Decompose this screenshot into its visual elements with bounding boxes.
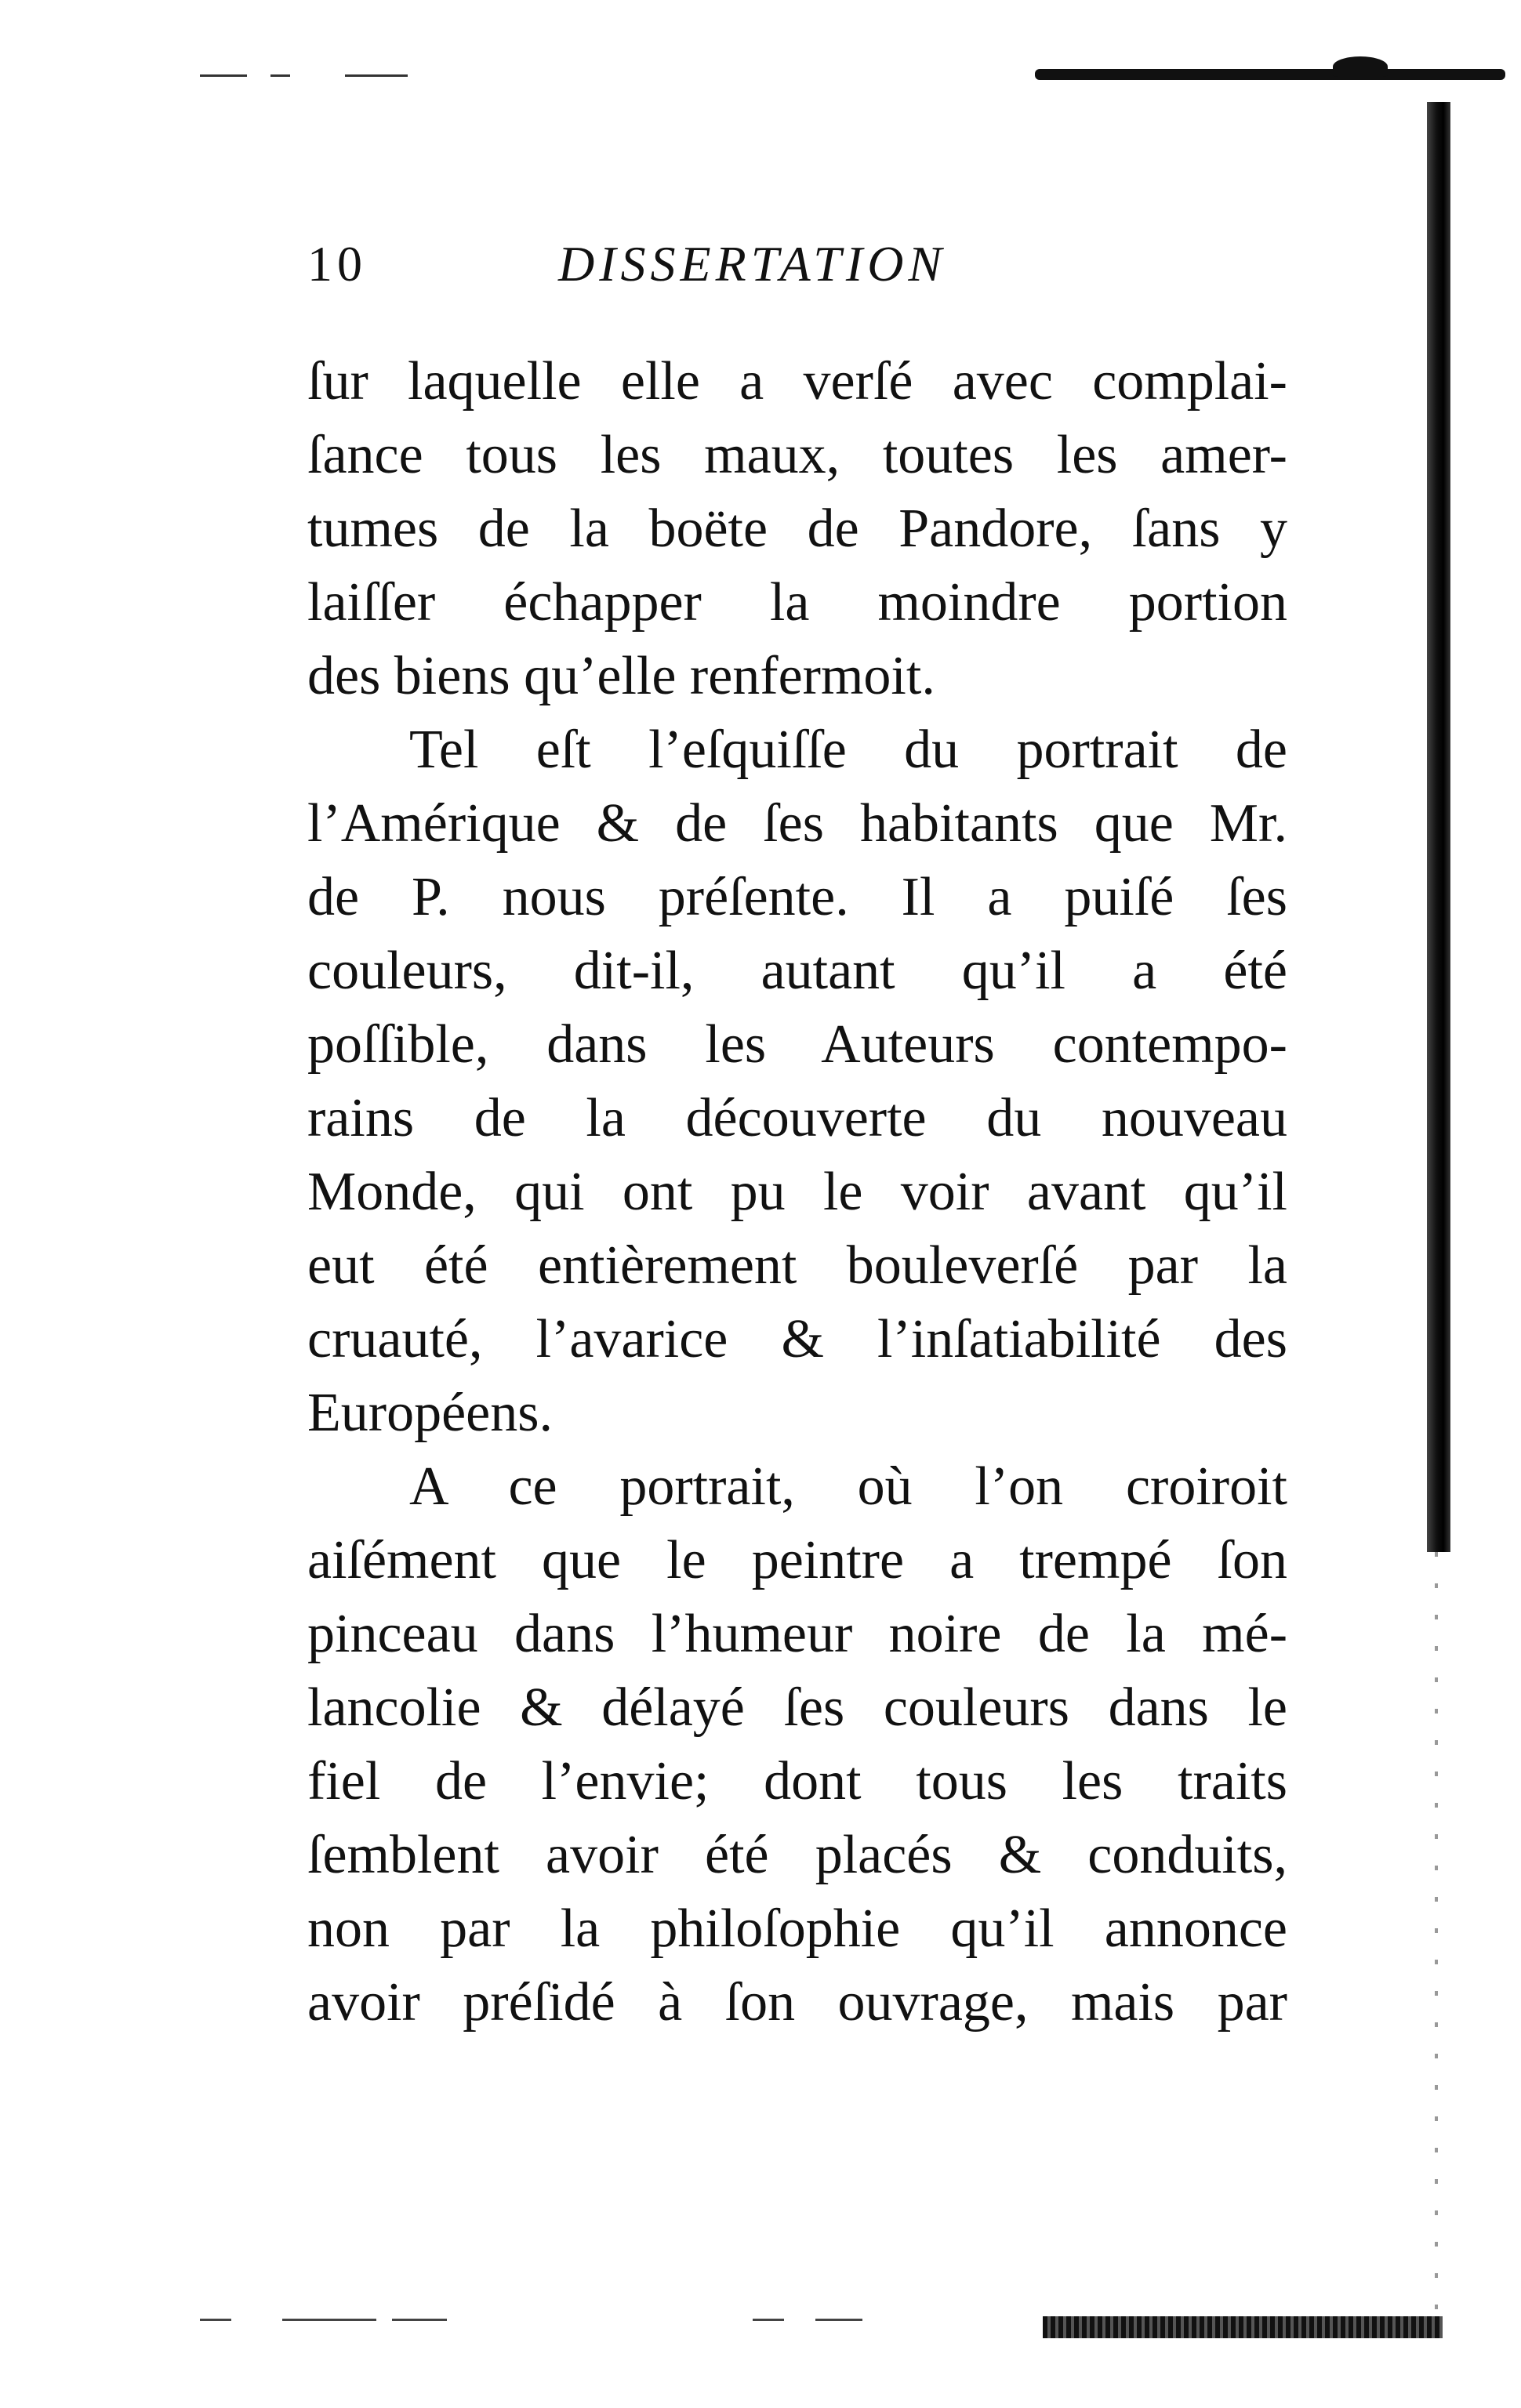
scan-mark — [200, 2319, 231, 2321]
running-header — [307, 235, 1280, 298]
scan-mark — [282, 2319, 376, 2321]
scan-mark — [270, 74, 290, 77]
text-line: ſance tous les maux, toutes les amer- — [307, 425, 1287, 485]
scan-edge-top — [1035, 69, 1505, 80]
text-line: tumes de la boëte de Pandore, ſans y — [307, 499, 1287, 559]
scan-mark — [815, 2319, 862, 2321]
scan-edge-bottom — [1043, 2316, 1443, 2338]
text-line: lancolie & délayé ſes couleurs dans le — [307, 1677, 1287, 1738]
text-line: fiel de l’envie; dont tous les traits — [307, 1751, 1287, 1811]
text-line: l’Amérique & de ſes habitants que Mr. — [307, 793, 1287, 854]
text-line: de P. nous préſente. Il a puiſé ſes — [307, 867, 1287, 927]
text-line: Tel eſt l’eſquiſſe du portrait de — [409, 720, 1287, 780]
text-line: avoir préſidé à ſon ouvrage, mais par — [307, 1972, 1287, 2033]
text-line: non par la philoſophie qu’il annonce — [307, 1898, 1287, 1959]
paragraph — [307, 345, 1287, 713]
text-line: pinceau dans l’humeur noire de la mé- — [307, 1604, 1287, 1664]
text-line: Européens. — [307, 1383, 553, 1443]
text-line: Monde, qui ont pu le voir avant qu’il — [307, 1162, 1287, 1222]
text-line: A ce portrait, où l’on croiroit — [409, 1456, 1287, 1517]
scan-edge-right — [1435, 1552, 1438, 2336]
running-title: DISSERTATION — [558, 236, 947, 292]
body-text — [307, 345, 1287, 2040]
text-line: couleurs, dit-il, autant qu’il a été — [307, 941, 1287, 1001]
text-line: aiſément que le peintre a trempé ſon — [307, 1530, 1287, 1590]
text-line: poſſible, dans les Auteurs contempo- — [307, 1014, 1287, 1075]
scan-mark — [392, 2319, 447, 2321]
scan-edge-top — [1333, 56, 1388, 77]
paragraph — [307, 713, 1287, 1450]
scan-mark — [200, 74, 247, 77]
scan-mark — [345, 74, 408, 77]
text-line: des biens qu’elle renfermoit. — [307, 646, 935, 706]
paragraph — [307, 1450, 1287, 2040]
text-line: ſur laquelle elle a verſé avec complai- — [307, 351, 1287, 412]
text-line: ſemblent avoir été placés & conduits, — [307, 1825, 1287, 1885]
page-number: 10 — [307, 236, 367, 292]
text-line: laiſſer échapper la moindre portion — [307, 572, 1287, 633]
text-line: rains de la découverte du nouveau — [307, 1088, 1287, 1148]
text-line: cruauté, l’avarice & l’inſatiabilité des — [307, 1309, 1287, 1369]
scan-edge-right — [1427, 102, 1450, 1552]
text-line: eut été entièrement bouleverſé par la — [307, 1235, 1287, 1296]
scan-mark — [753, 2319, 784, 2321]
